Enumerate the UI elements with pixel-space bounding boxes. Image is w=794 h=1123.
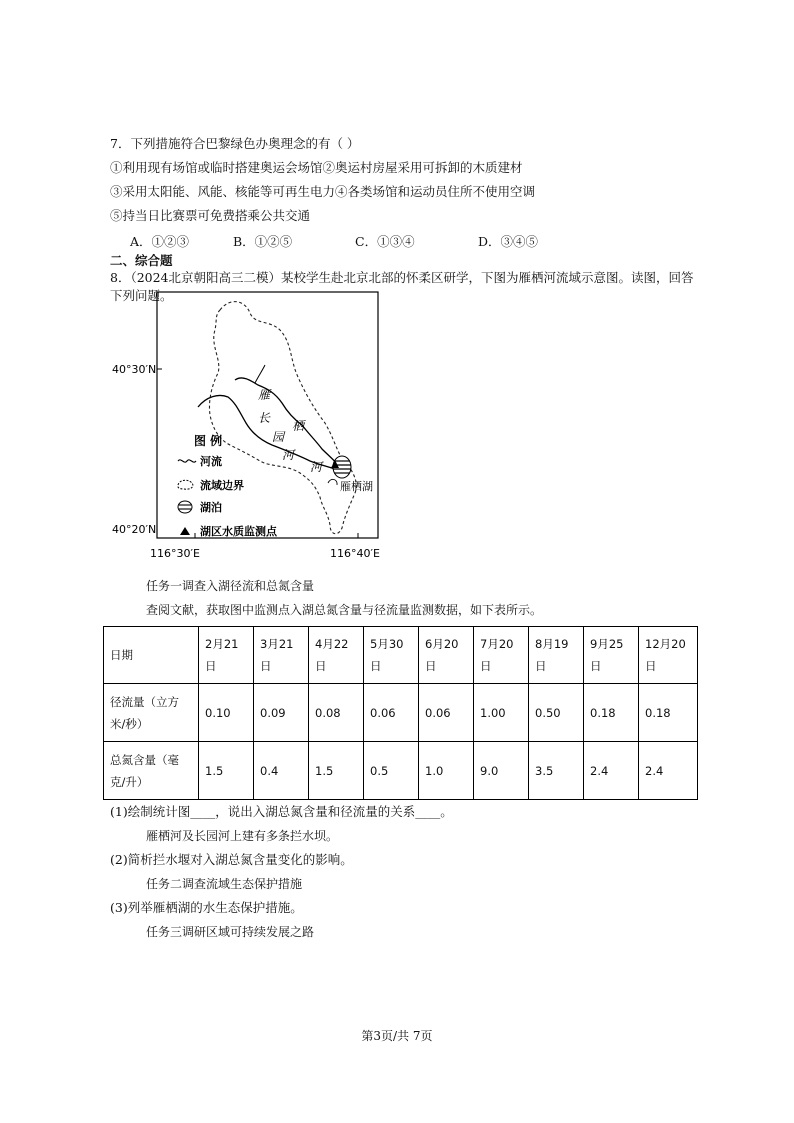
date-cell: 8月19日 — [529, 627, 584, 684]
q7-line1: ①利用现有场馆或临时搭建奥运会场馆②奥运村房屋采用可拆卸的木质建材 — [110, 160, 523, 175]
sub-question-1: (1)绘制统计图____，说出入湖总氮含量和径流量的关系____。 — [110, 804, 453, 819]
sub-question-2: (2)简析拦水堰对入湖总氮含量变化的影响。 — [110, 852, 353, 867]
nitrogen-cell: 0.5 — [364, 742, 419, 800]
date-cell: 9月25日 — [584, 627, 639, 684]
option-b: B．①②⑤ — [233, 234, 293, 249]
q7-stem: 7．下列措施符合巴黎绿色办奥理念的有（ ） — [110, 136, 360, 151]
table-row — [104, 684, 698, 742]
nitrogen-cell: 1.5 — [309, 742, 364, 800]
nitrogen-cell: 2.4 — [639, 742, 698, 800]
date-cell: 2月21日 — [199, 627, 254, 684]
legend-boundary-symbol — [178, 480, 193, 489]
date-cell: 3月21日 — [254, 627, 309, 684]
runoff-cell: 0.06 — [364, 684, 419, 742]
section-heading: 二、综合题 — [110, 253, 173, 268]
page-footer: 第3页/共 7页 — [361, 1029, 433, 1043]
basin-boundary — [209, 302, 356, 534]
option-d: D．③④⑤ — [478, 234, 539, 249]
q8-stem-line2: 下列问题。 — [110, 288, 173, 303]
legend-title: 图 例 — [194, 434, 223, 448]
nitrogen-cell: 2.4 — [584, 742, 639, 800]
lat-bottom-label: 40°20′N — [112, 523, 157, 536]
legend-boundary: 流域边界 — [200, 479, 244, 492]
yanqi-river-basin-map — [110, 285, 400, 565]
legend-lake: 湖泊 — [200, 501, 222, 514]
runoff-cell: 0.10 — [199, 684, 254, 742]
nitrogen-cell: 3.5 — [529, 742, 584, 800]
legend-river-symbol — [178, 460, 196, 462]
river1-char1: 雁 — [258, 388, 271, 402]
legend-lake-symbol — [178, 501, 192, 513]
nitrogen-header: 总氮含量（毫克/升） — [104, 742, 199, 800]
dam-note: 雁栖河及长园河上建有多条拦水坝。 — [146, 829, 339, 843]
runoff-cell: 0.08 — [309, 684, 364, 742]
runoff-cell: 0.09 — [254, 684, 309, 742]
q8-stem-line1: 8．（2024北京朝阳高三二模）某校学生赴北京北部的怀柔区研学，下图为雁栖河流域示意图。读图，回答 — [110, 270, 694, 285]
river2-char3: 河 — [282, 448, 295, 462]
date-cell: 6月20日 — [419, 627, 474, 684]
q7-line2: ③采用太阳能、风能、核能等可再生电力④各类场馆和运动员住所不使用空调 — [110, 184, 536, 199]
runoff-cell: 0.18 — [639, 684, 698, 742]
runoff-cell: 1.00 — [474, 684, 529, 742]
runoff-cell: 0.18 — [584, 684, 639, 742]
lon-right-label: 116°40′E — [330, 547, 380, 560]
task3-title: 任务三调研区域可持续发展之路 — [146, 925, 315, 939]
river1-char2: 栖 — [292, 419, 305, 433]
runoff-cell: 0.50 — [529, 684, 584, 742]
runoff-header: 径流量（立方米/秒） — [104, 684, 199, 742]
option-a: A．①②③ — [130, 234, 190, 249]
nitrogen-cell: 9.0 — [474, 742, 529, 800]
monitoring-data-table — [103, 626, 698, 800]
legend-river: 河流 — [200, 455, 222, 468]
lat-top-label: 40°30′N — [112, 363, 157, 376]
task1-description: 查阅文献，获取图中监测点入湖总氮含量与径流量监测数据，如下表所示。 — [146, 603, 543, 617]
table-row — [104, 742, 698, 800]
option-c: C．①③④ — [355, 234, 415, 249]
table-row — [104, 627, 698, 684]
date-cell: 5月30日 — [364, 627, 419, 684]
legend-monitoring: 湖区水质监测点 — [200, 525, 277, 538]
lake-label: 雁栖湖 — [340, 480, 373, 493]
task2-title: 任务二调查流域生态保护措施 — [146, 877, 303, 891]
river2-char1: 长 — [258, 411, 271, 425]
sub-question-3: (3)列举雁栖湖的水生态保护措施。 — [110, 900, 303, 915]
nitrogen-cell: 1.5 — [199, 742, 254, 800]
river2-char2: 园 — [272, 430, 285, 444]
nitrogen-cell: 0.4 — [254, 742, 309, 800]
nitrogen-cell: 1.0 — [419, 742, 474, 800]
q7-line3: ⑤持当日比赛票可免费搭乘公共交通 — [110, 208, 311, 223]
date-header: 日期 — [104, 627, 199, 684]
date-cell: 12月20日 — [639, 627, 698, 684]
date-cell: 7月20日 — [474, 627, 529, 684]
legend-monitoring-symbol — [180, 527, 190, 535]
runoff-cell: 0.06 — [419, 684, 474, 742]
task1-title: 任务一调查入湖径流和总氮含量 — [146, 579, 315, 593]
river1-end-char: 河 — [310, 460, 323, 474]
lon-left-label: 116°30′E — [150, 547, 200, 560]
date-cell: 4月22日 — [309, 627, 364, 684]
